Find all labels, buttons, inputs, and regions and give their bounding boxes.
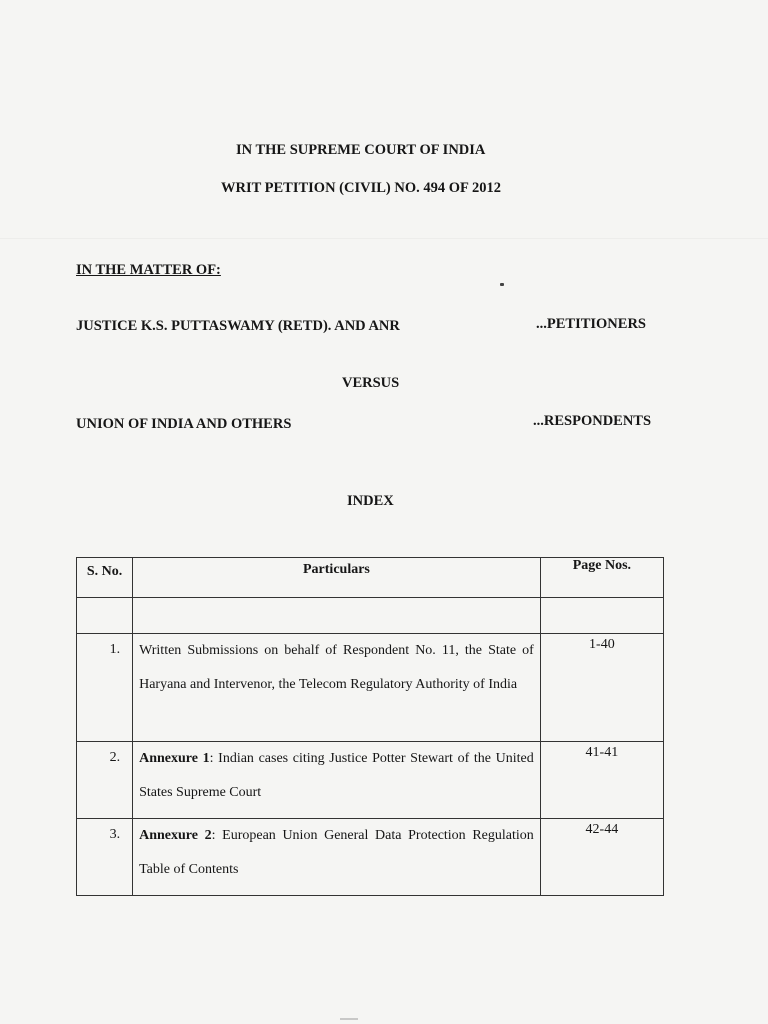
petitioner-role: ...PETITIONERS — [536, 316, 646, 332]
row-particulars-text: : Indian cases citing Justice Potter Stewart of the United States Supreme Court — [139, 751, 534, 800]
matter-of-heading: IN THE MATTER OF: — [76, 262, 221, 278]
respondent-name: UNION OF INDIA AND OTHERS — [76, 416, 292, 432]
index-table — [76, 557, 664, 896]
petition-number: WRIT PETITION (CIVIL) NO. 494 OF 2012 — [221, 180, 501, 196]
row-particulars-text: Written Submissions on behalf of Respondent No. 11, the State of Haryana and Intervenor, the Telecom Regulatory Authority of India — [139, 643, 534, 692]
blank-cell — [133, 598, 541, 634]
blank-cell — [540, 598, 663, 634]
table-row — [77, 742, 664, 819]
respondent-role: ...RESPONDENTS — [533, 413, 652, 429]
row-particulars-text: : European Union General Data Protection Regulation Table of Contents — [139, 828, 534, 877]
index-title: INDEX — [347, 493, 394, 509]
column-header-sno: S. No. — [77, 558, 133, 598]
table-row — [77, 634, 664, 742]
blank-row — [77, 598, 664, 634]
petitioner-name: JUSTICE K.S. PUTTASWAMY (RETD). AND ANR — [76, 318, 400, 334]
row-pages: 42-44 — [540, 819, 663, 896]
scan-artifact-line — [0, 238, 768, 239]
row-particulars-annexure: Annexure 2 — [139, 828, 212, 843]
row-particulars — [133, 634, 541, 742]
index-header-row — [77, 558, 664, 598]
row-particulars-annexure: Annexure 1 — [139, 751, 210, 766]
stray-ink-mark — [500, 283, 504, 286]
row-particulars — [133, 819, 541, 896]
column-header-pages: Page Nos. — [540, 558, 663, 598]
row-sno: 3. — [77, 819, 133, 896]
row-particulars — [133, 742, 541, 819]
row-sno: 2. — [77, 742, 133, 819]
stray-ink-mark — [340, 1018, 358, 1020]
court-title: IN THE SUPREME COURT OF INDIA — [236, 142, 486, 158]
row-pages: 41-41 — [540, 742, 663, 819]
column-header-particulars: Particulars — [133, 558, 541, 598]
blank-cell — [77, 598, 133, 634]
versus-label: VERSUS — [342, 375, 400, 391]
table-row — [77, 819, 664, 896]
row-pages: 1-40 — [540, 634, 663, 742]
row-sno: 1. — [77, 634, 133, 742]
